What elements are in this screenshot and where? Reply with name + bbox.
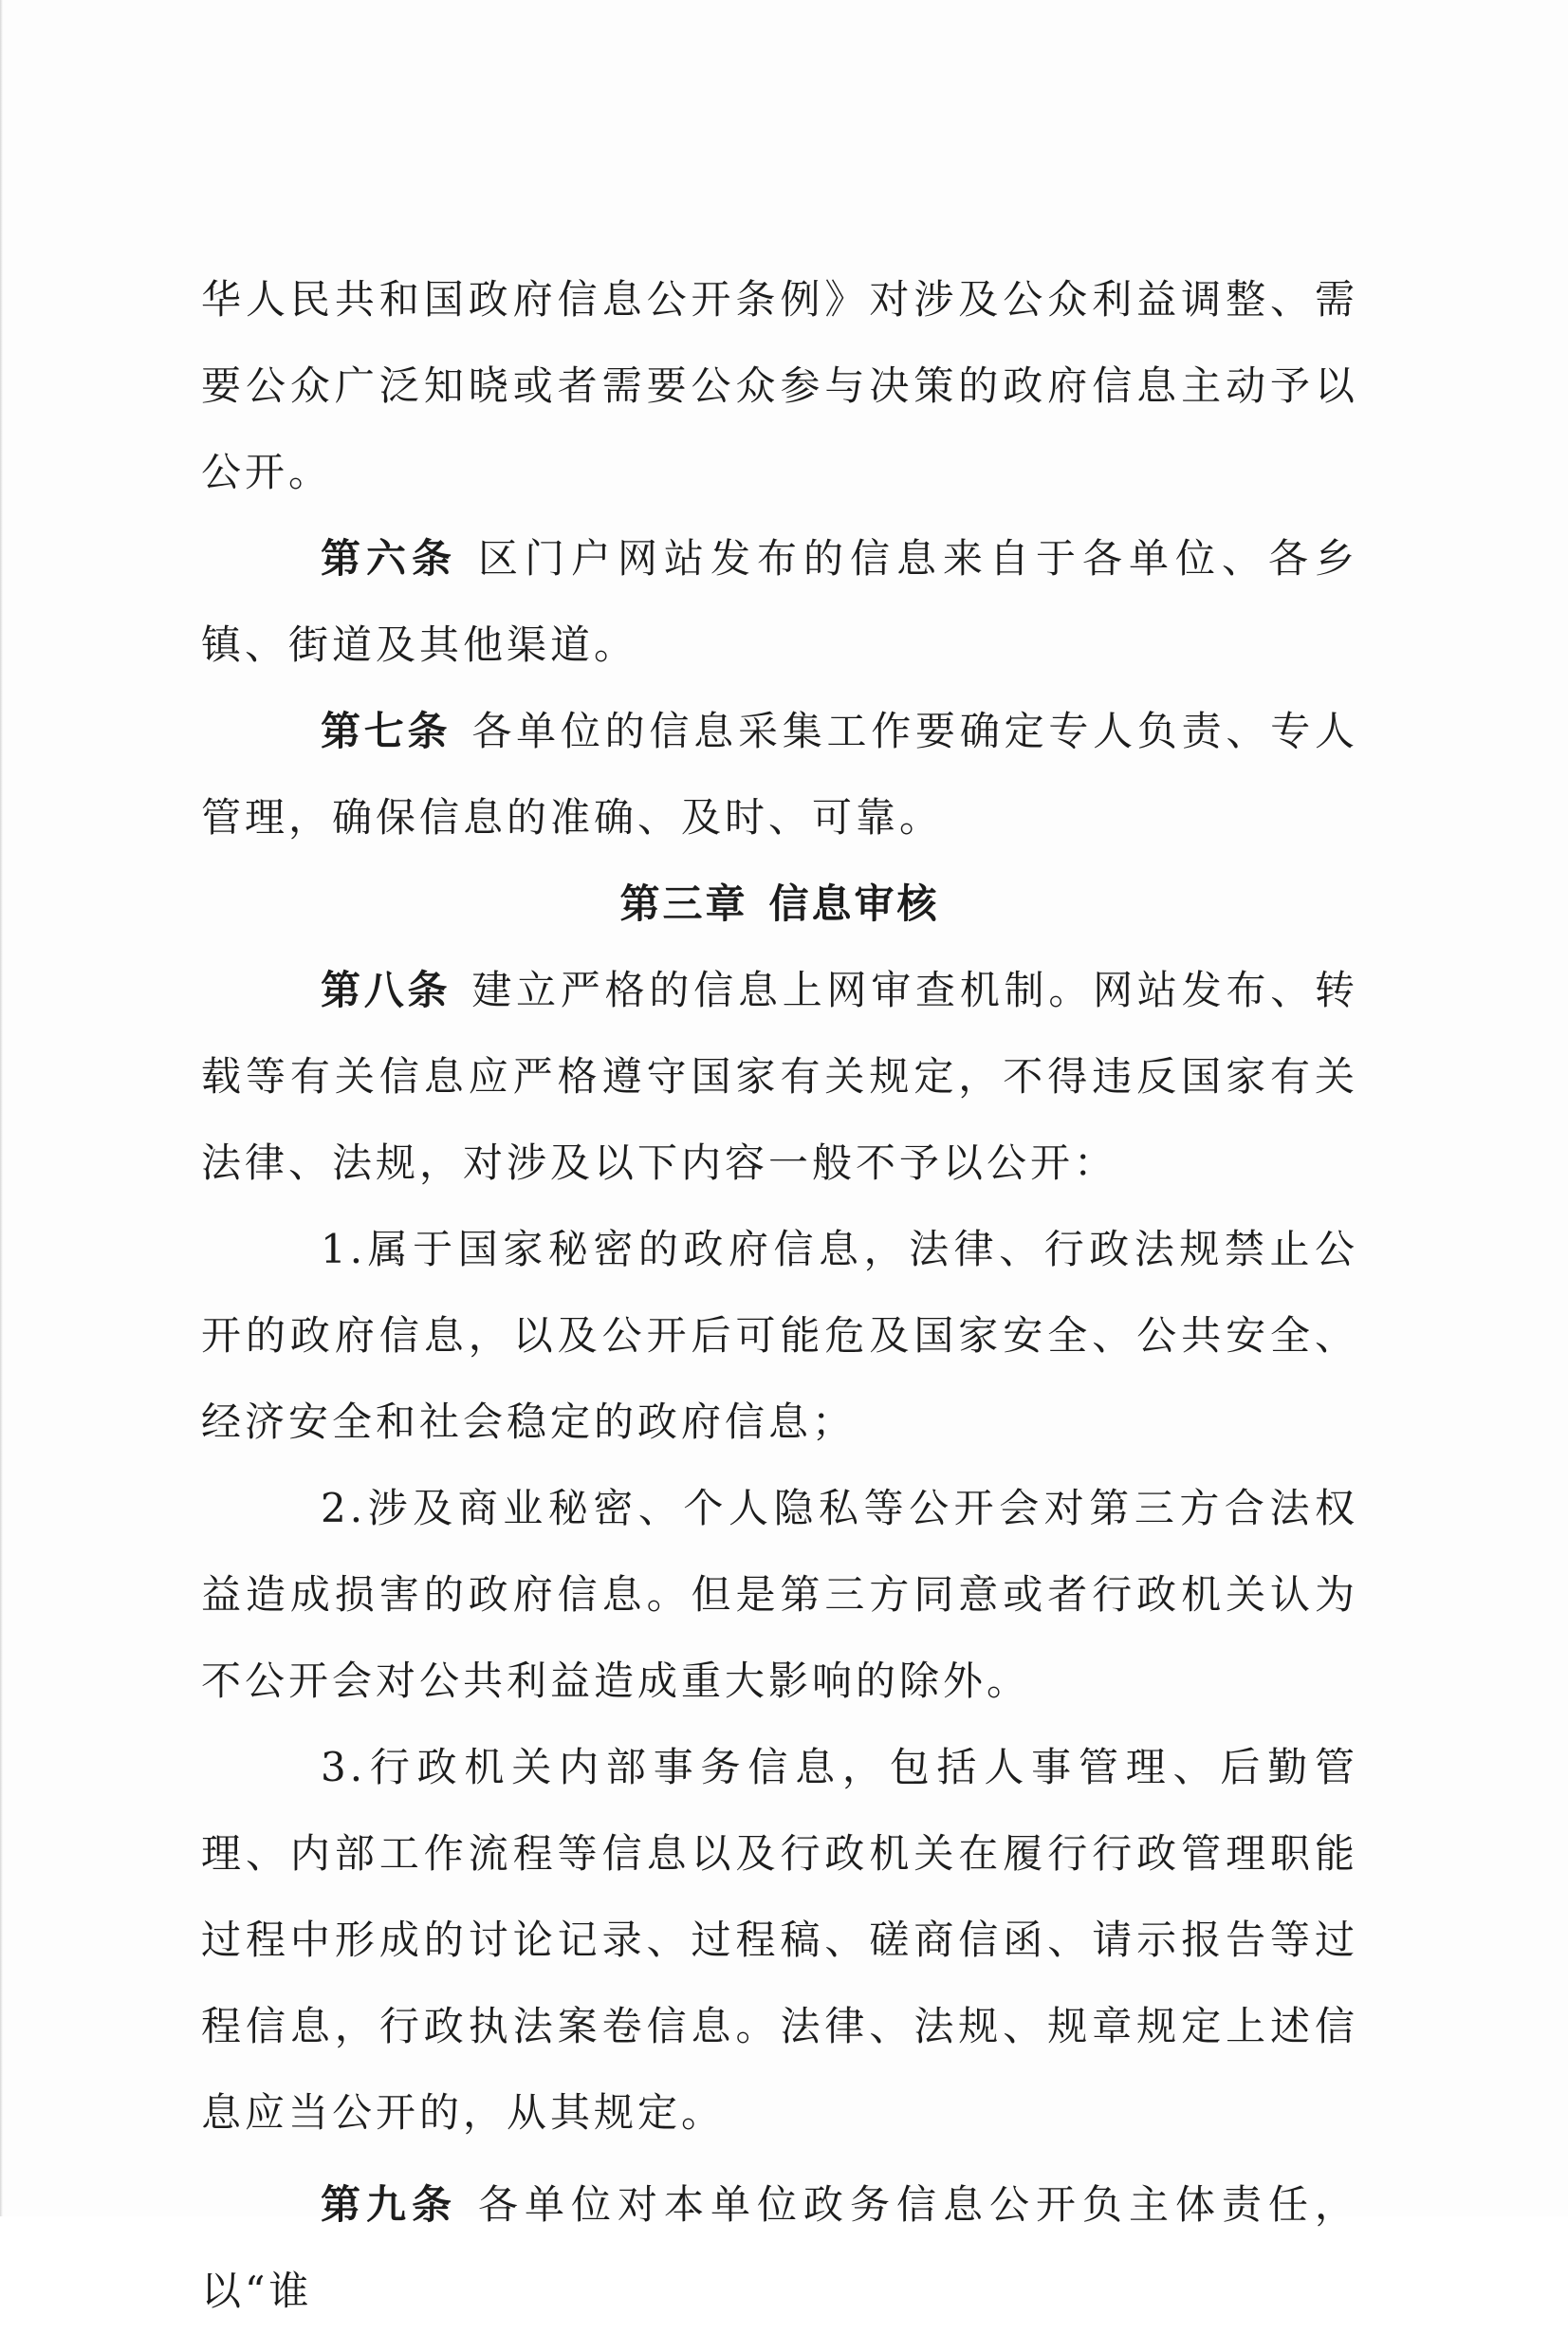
- article-8-text: 建立严格的信息上网审查机制。网站发布、转载等有关信息应严格遵守国家有关规定，不得违反国家有关法律、法规，对涉及以下内容一般不予以公开：: [201, 967, 1358, 1186]
- article-7-text: 各单位的信息采集工作要确定专人负责、专人管理，确保信息的准确、及时、可靠。: [201, 708, 1358, 841]
- chapter-title: 信息审核: [768, 880, 940, 927]
- article-9-text: 各单位对本单位政务信息公开负主体责任，以“谁: [201, 2181, 1358, 2314]
- article-6: [201, 515, 1358, 688]
- article-8-item-1: 1.属于国家秘密的政府信息，法律、行政法规禁止公开的政府信息，以及公开后可能危及国家安全、公共安全、经济安全和社会稳定的政府信息；: [201, 1226, 1358, 1445]
- article-8-item-3: 3.行政机关内部事务信息，包括人事管理、后勤管理、内部工作流程等信息以及行政机关在履行行政管理职能过程中形成的讨论记录、过程稿、磋商信函、请示报告等过程信息，行政执法案卷信息。法律、法规、规章规定上述信息应当公开的，从其规定。: [201, 1744, 1358, 2136]
- article-7: [201, 688, 1358, 861]
- chapter-heading: [201, 861, 1358, 947]
- article-7-label: 第七条: [321, 708, 452, 754]
- intro-paragraph: 华人民共和国政府信息公开条例》对涉及公众利益调整、需要公众广泛知晓或者需要公众参与决策的政府信息主动予以公开。: [201, 276, 1358, 495]
- article-8-label: 第八条: [321, 967, 452, 1013]
- article-6-label: 第六条: [321, 535, 457, 582]
- scan-edge: [0, 0, 3, 2216]
- article-6-text: 区门户网站发布的信息来自于各单位、各乡镇、街道及其他渠道。: [201, 535, 1358, 668]
- article-8-item-2: 2.涉及商业秘密、个人隐私等公开会对第三方合法权益造成损害的政府信息。但是第三方同意或者行政机关认为不公开会对公共利益造成重大影响的除外。: [201, 1485, 1358, 1704]
- chapter-number: 第三章: [619, 880, 748, 927]
- article-8: [201, 947, 1358, 1206]
- article-9: [201, 2161, 1358, 2334]
- document-body: [201, 256, 1358, 2334]
- article-9-label: 第九条: [321, 2181, 457, 2228]
